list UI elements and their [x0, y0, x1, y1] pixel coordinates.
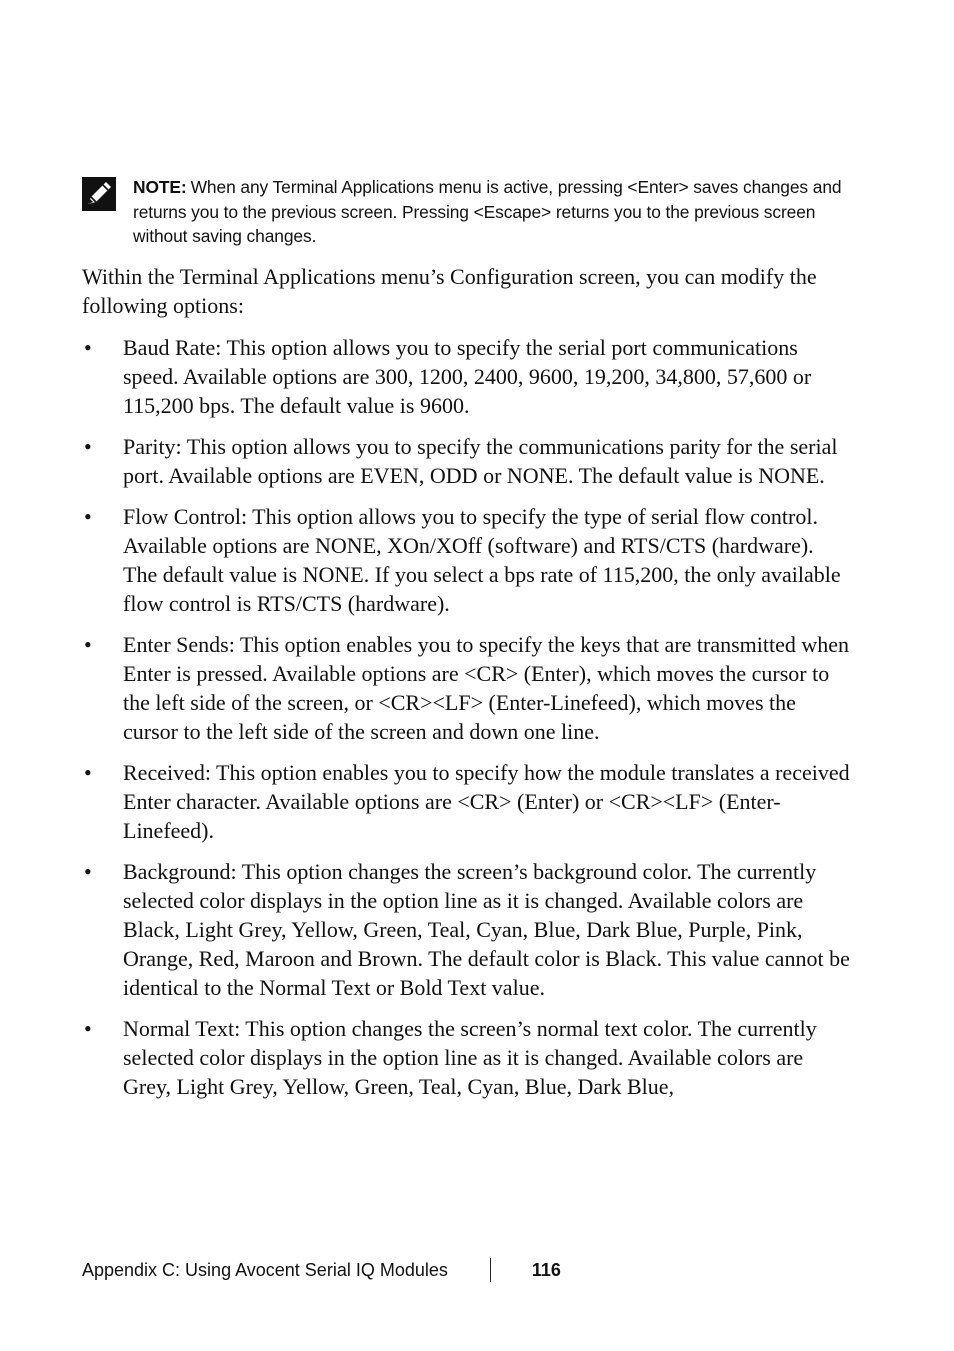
list-item-text: Enter Sends: This option enables you to specify the keys that are transmitted when Enter is pressed. Available options are <CR> (Enter), which moves the cursor to the left side of the screen, or <CR><LF> (Enter-Linefeed), which moves the cursor to the left side of the screen and down one line. [123, 632, 850, 744]
bullet-mark: • [84, 335, 92, 360]
list-item-background [82, 857, 852, 1002]
bullet-mark: • [84, 760, 92, 785]
list-item-flow-control [82, 502, 852, 618]
footer-divider [490, 1258, 491, 1282]
note-body: When any Terminal Applications menu is active, pressing <Enter> saves changes and returns you to the previous screen. Pressing <Escape> returns you to the previous screen without saving changes. [133, 177, 842, 246]
note-text [133, 175, 852, 249]
bullet-mark: • [84, 434, 92, 459]
list-item-text: Received: This option enables you to specify how the module translates a received Enter character. Available options are <CR> (Enter) or <CR><LF> (Enter-Linefeed). [123, 760, 850, 843]
list-item-received [82, 758, 852, 845]
list-item-baud-rate [82, 333, 852, 420]
bullet-mark: • [84, 632, 92, 657]
note-label: NOTE: [133, 177, 187, 197]
pencil-note-icon [82, 177, 116, 211]
intro-paragraph: Within the Terminal Applications menu’s Configuration screen, you can modify the following options: [82, 264, 817, 318]
list-item-text: Normal Text: This option changes the screen’s normal text color. The currently selected color displays in the option line as it is changed. Available colors are Grey, Light Grey, Yellow, Green, Teal, Cyan, Blue, Dark Blue, [123, 1016, 817, 1099]
bullet-mark: • [84, 504, 92, 529]
list-item-parity [82, 432, 852, 490]
note-block [82, 175, 852, 249]
footer-section-title: Appendix C: Using Avocent Serial IQ Modules [82, 1259, 448, 1280]
page-number: 116 [531, 1259, 561, 1280]
list-item-text: Parity: This option allows you to specify the communications parity for the serial port. Available options are EVEN, ODD or NONE. The default value is NONE. [123, 434, 838, 488]
list-item-text: Background: This option changes the screen’s background color. The currently selected color displays in the option line as it is changed. Available colors are Black, Light Grey, Yellow, Green, Teal, Cyan, Blue, Dark Blue, Purple, Pink, Orange, Red, Maroon and Brown. The default color is Black. This value cannot be identical to the Normal Text or Bold Text value. [123, 859, 850, 1000]
page-footer [82, 1257, 561, 1283]
bullet-mark: • [84, 1016, 92, 1041]
list-item-text: Flow Control: This option allows you to specify the type of serial flow control. Available options are NONE, XOn/XOff (software) and RTS/CTS (hardware). The default value is NONE. If you select a bps rate of 115,200, the only available flow control is RTS/CTS (hardware). [123, 504, 841, 616]
bullet-mark: • [84, 859, 92, 884]
options-list [82, 333, 852, 1113]
list-item-normal-text [82, 1014, 852, 1101]
list-item-text: Baud Rate: This option allows you to specify the serial port communications speed. Available options are 300, 1200, 2400, 9600, 19,200, 34,800, 57,600 or 115,200 bps. The default value is 9600. [123, 335, 812, 418]
list-item-enter-sends [82, 630, 852, 746]
